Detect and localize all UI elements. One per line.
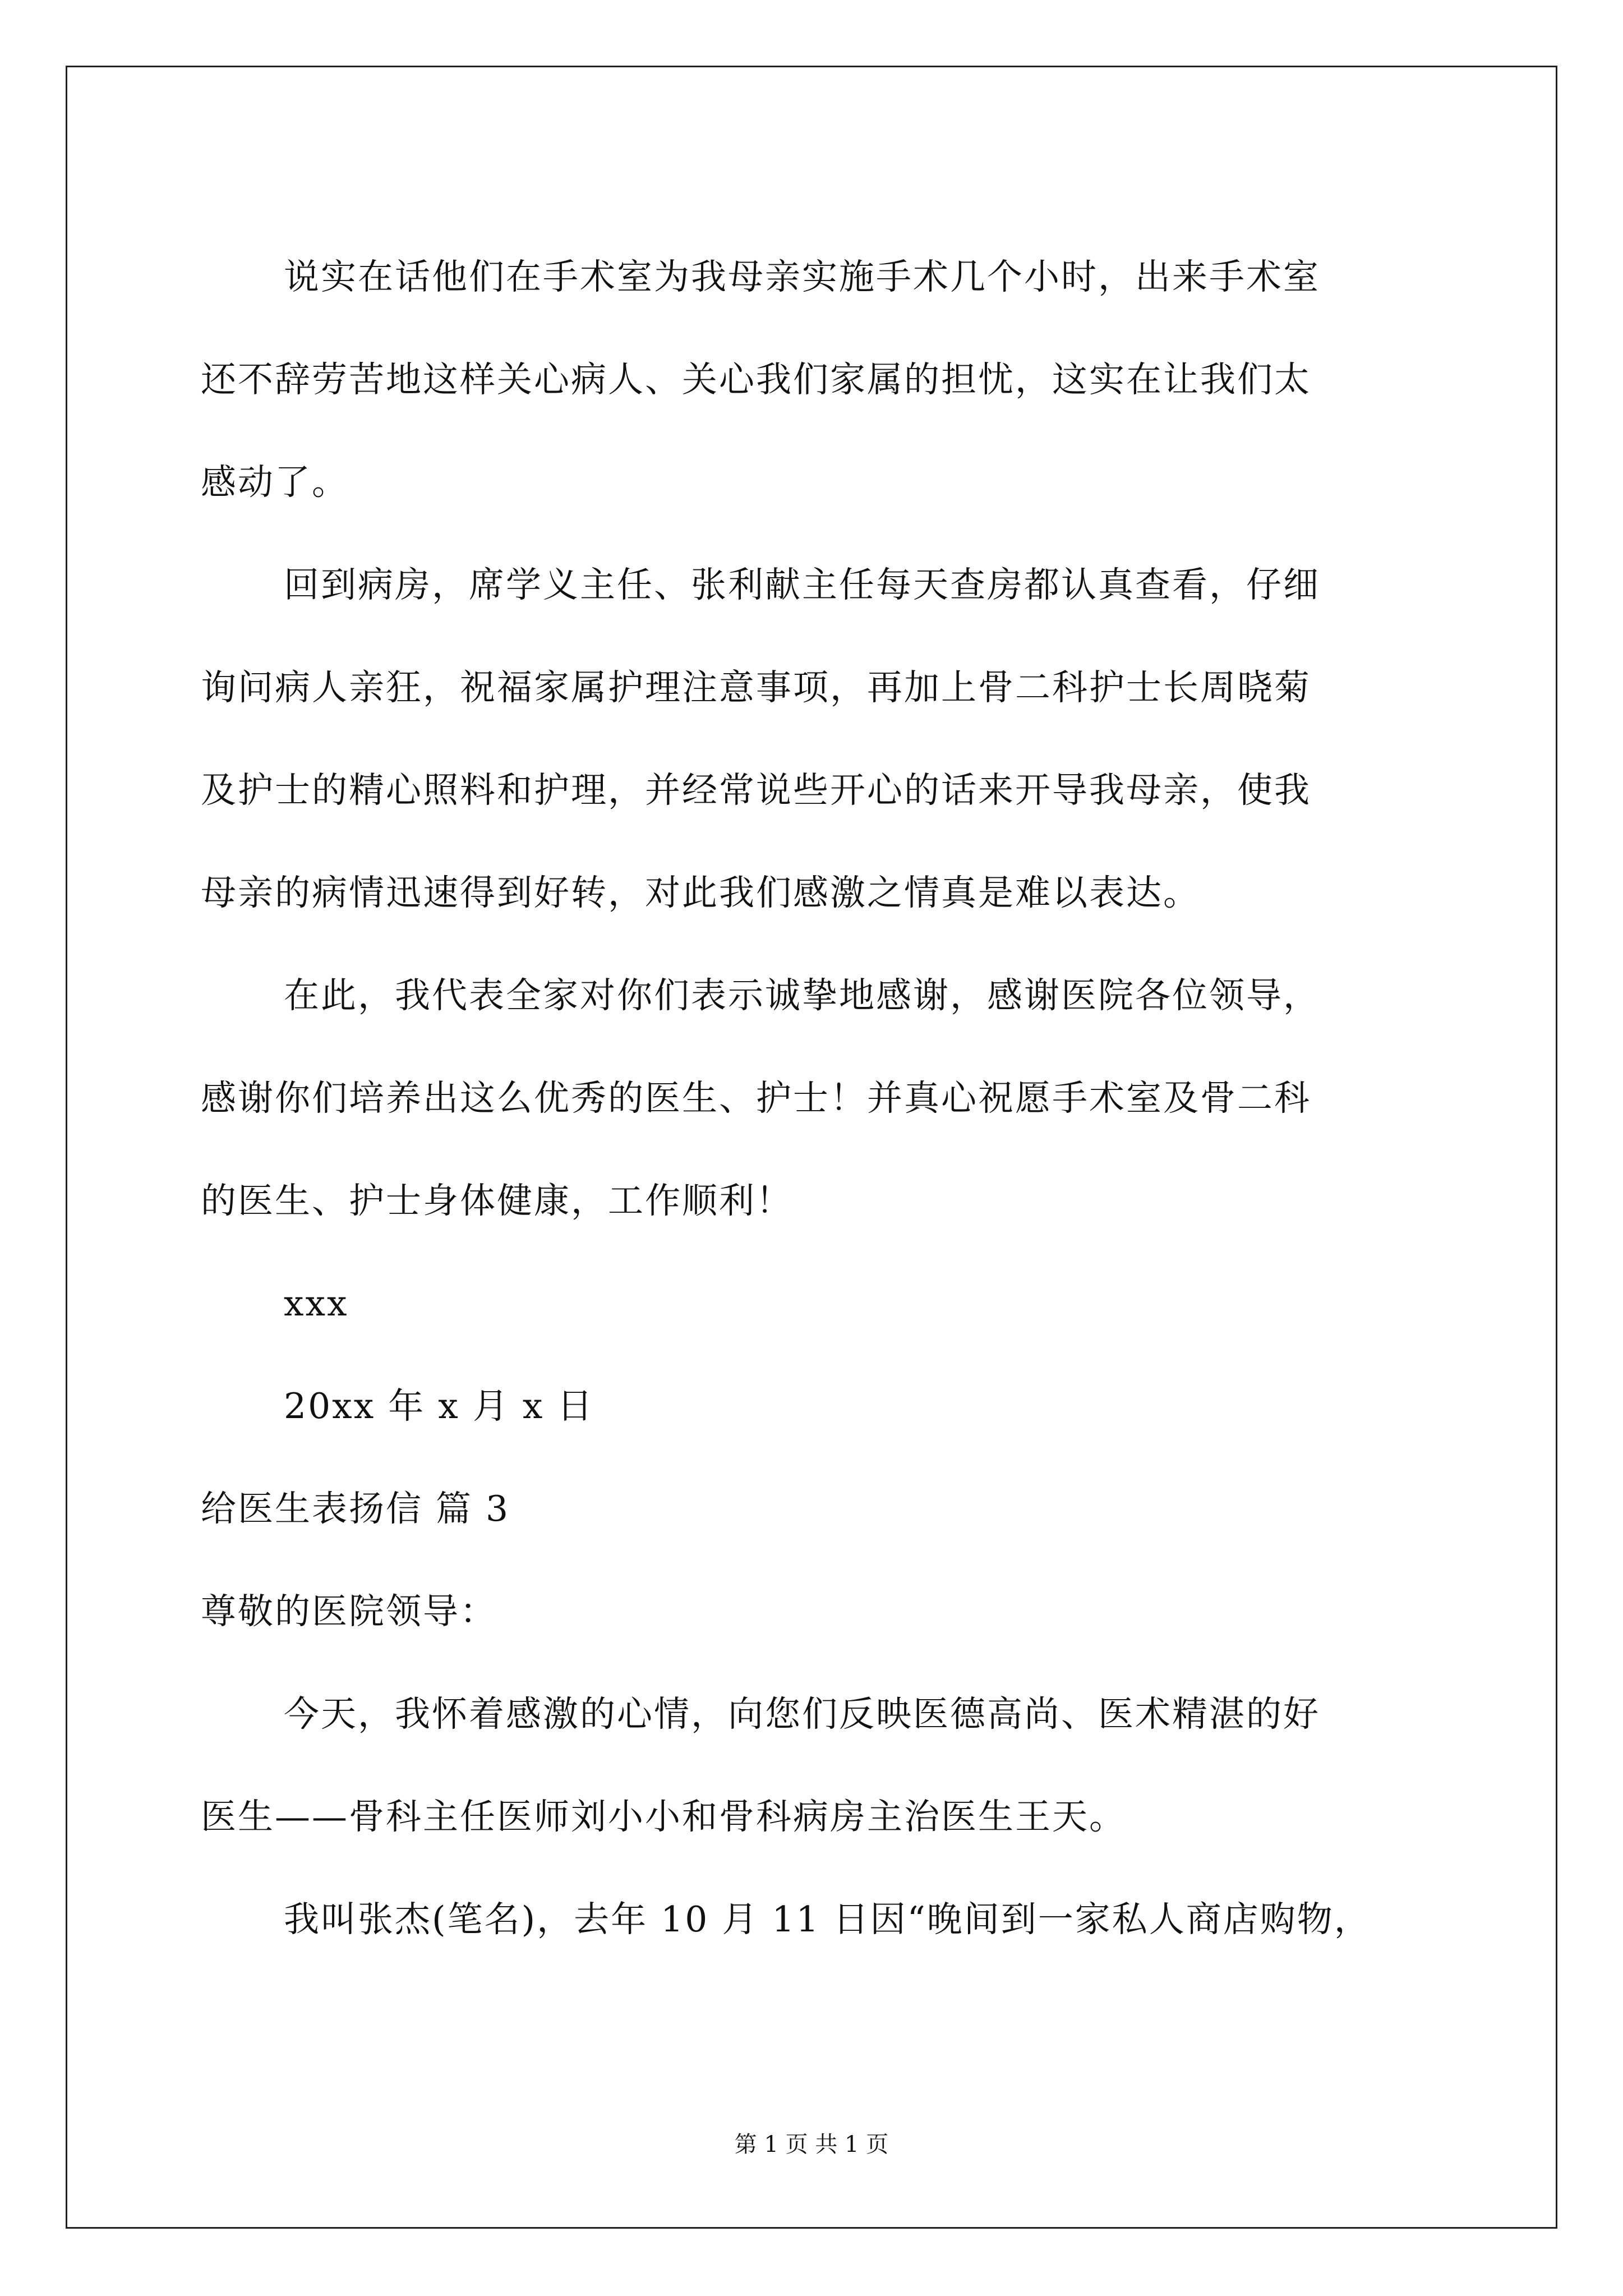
- text-line: 回到病房，席学义主任、张利献主任每天查房都认真查看，仔细: [284, 564, 1320, 605]
- document-body: [201, 226, 1435, 1971]
- text-line: 在此，我代表全家对你们表示诚挚地感谢，感谢医院各位领导，: [284, 975, 1320, 1016]
- text-line: 说实在话他们在手术室为我母亲实施手术几个小时，出来手术室: [284, 256, 1320, 297]
- text-line: 母亲的病情迅速得到好转，对此我们感激之情真是难以表达。: [201, 872, 1200, 913]
- text-line: 我叫张杰(笔名)，去年 10 月 11 日因“晚间到一家私人商店购物，: [284, 1899, 1371, 1940]
- signature-name: xxx: [284, 1283, 349, 1324]
- text-line: 还不辞劳苦地这样关心病人、关心我们家属的担忧，这实在让我们太: [201, 359, 1311, 400]
- text-line: 及护士的精心照料和护理，并经常说些开心的话来开导我母亲，使我: [201, 770, 1311, 811]
- signature-date: 20xx 年 x 月 x 日: [284, 1386, 594, 1427]
- text-line: 今天，我怀着感激的心情，向您们反映医德高尚、医术精湛的好: [284, 1694, 1320, 1734]
- text-line: 感谢你们培养出这么优秀的医生、护士！并真心祝愿手术室及骨二科: [201, 1078, 1311, 1119]
- text-line: 感动了。: [201, 462, 349, 503]
- text-line: 医生——骨科主任医师刘小小和骨科病房主治医生王天。: [201, 1796, 1126, 1837]
- text-line: 询问病人亲狂，祝福家属护理注意事项，再加上骨二科护士长周晓菊: [201, 667, 1311, 708]
- text-line: 的医生、护士身体健康，工作顺利！: [201, 1180, 793, 1221]
- page-footer: 第 1 页 共 1 页: [734, 2132, 889, 2157]
- section-heading: 给医生表扬信 篇 3: [201, 1488, 510, 1529]
- salutation: 尊敬的医院领导：: [201, 1591, 497, 1632]
